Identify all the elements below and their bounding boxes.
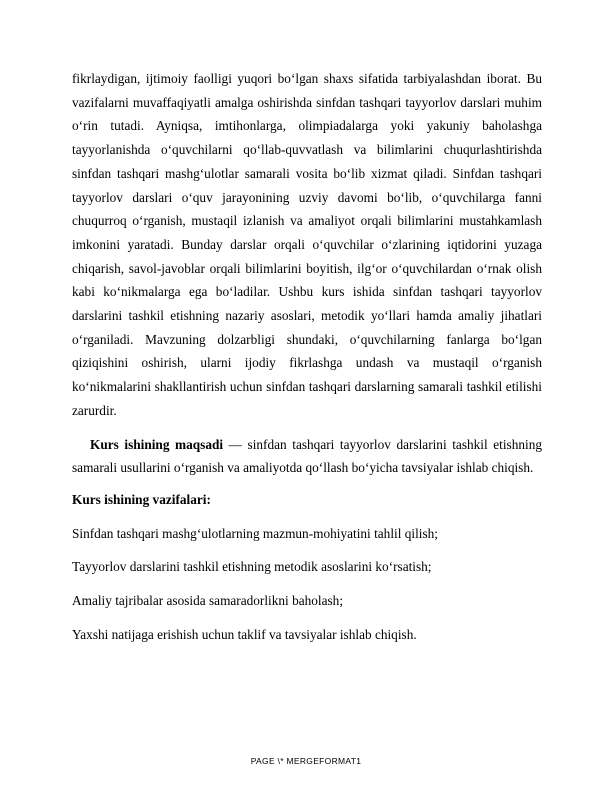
intro-paragraph: fikrlaydigan, ijtimoiy faolligi yuqori bo‘lgan shaxs sifatida tarbiyalashdan iborat. Bu vazifalarni muvaffaqiyatli amalga oshirishda sinfdan tashqari tayyorlov darslari muhim o‘rin tutadi. Ayniqsa, imtihonlarga, olimpiadalarga yoki yakuniy baholashga tayyorlanishda o‘quvchilarni qo‘llab-quvvatlash va bilimlarini chuqurlashtirishda sinfdan tashqari mashg‘ulotlar samarali vosita bo‘lib xizmat qiladi. Sinfdan tashqari tayyorlov darslari o‘quv jarayonining uzviy davomi bo‘lib, o‘quvchilarga fanni chuqurroq o‘rganish, mustaqil izlanish va amaliyot orqali bilimlarini mustahkamlash imkonini yaratadi. Bunday darslar orqali o‘quvchilar o‘zlarining iqtidorini yuzaga chiqarish, savol-javoblar orqali bilimlarini boyitish, ilg‘or o‘quvchilardan o‘rnak olish kabi ko‘nikmalarga ega bo‘ladilar. Ushbu kurs ishida sinfdan tashqari tayyorlov darslarini tashkil etishning nazariy asoslari, metodik yo‘llari hamda amaliy jihatlari o‘rganiladi. Mavzuning dolzarbligi shundaki, o‘quvchilarning fanlarga bo‘lgan qiziqishini oshirish, ularni ijodiy fikrlashga undash va mustaqil o‘rganish ko‘nikmalarini shakllantirish uchun sinfdan tashqari darslarning samarali tashkil etilishi zarurdir. [72, 71, 542, 418]
task-item: Sinfdan tashqari mashg‘ulotlarning mazmun-mohiyatini tahlil qilish; [72, 525, 438, 541]
page-footer: PAGE \* MERGEFORMAT1 [250, 756, 362, 766]
task-item: Yaxshi natijaga erishish uchun taklif va tavsiyalar ishlab chiqish. [72, 626, 417, 642]
tasks-heading: Kurs ishining vazifalari: [72, 491, 211, 507]
task-item: Tayyorlov darslarini tashkil etishning metodik asoslarini ko‘rsatish; [72, 559, 432, 575]
document-page [72, 67, 542, 646]
purpose-text: — sinfdan tashqari tayyorlov darslarini tashkil etishning samarali usullarini o‘rganish va amaliyotda qo‘llash bo‘yicha tavsiyalar ishlab chiqish. [72, 436, 543, 476]
task-item: Amaliy tajribalar asosida samaradorlikni baholash; [72, 593, 344, 609]
purpose-label: Kurs ishining maqsadi [90, 436, 224, 452]
purpose-paragraph [72, 433, 542, 480]
